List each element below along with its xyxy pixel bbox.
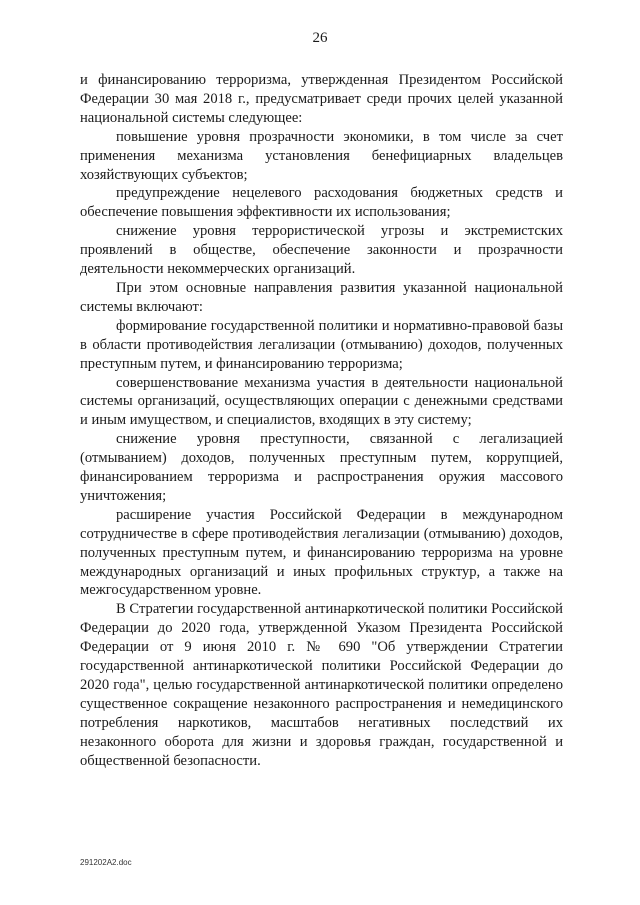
paragraph-intro: При этом основные направления развития указанной национальной системы включают:	[80, 279, 563, 315]
paragraph-list-item: предупреждение нецелевого расходования бюджетных средств и обеспечение повышения эффективности их использования;	[80, 185, 563, 221]
document-body	[80, 71, 563, 771]
paragraph-continuation: и финансированию терроризма, утвержденная Президентом Российской Федерации 30 мая 2018 г., предусматривает среди прочих целей указанной национальной системы следующее:	[80, 72, 563, 126]
page-number: 26	[312, 30, 328, 46]
paragraph-list-item: формирование государственной политики и нормативно-правовой базы в области противодействия легализации (отмыванию) доходов, полученных преступным путем, и финансированию терроризма;	[80, 317, 563, 372]
paragraph-list-item: снижение уровня преступности, связанной с легализацией (отмыванием) доходов, полученных преступным путем, коррупцией, финансированием терроризма и распространения оружия массового уничтожения;	[80, 431, 563, 504]
footer-filename: 291202A2.doc	[80, 858, 132, 867]
paragraph-list-item: повышение уровня прозрачности экономики, в том числе за счет применения механизма установления бенефициарных владельцев хозяйствующих субъектов;	[80, 128, 563, 183]
paragraph-strategy: В Стратегии государственной антинаркотической политики Российской Федерации до 2020 года, утвержденной Указом Президента Российской Федерации от 9 июня 2010 г. № 690 "Об утверждении Стратегии государственной антинаркотической политики Российской Федерации до 2020 года", целью государственной антинаркотической политики определено существенное сокращение незаконного распространения и немедицинского потребления наркотиков, масштабов негативных последствий их незаконного оборота для жизни и здоровья граждан, государственной и общественной безопасности.	[80, 601, 563, 769]
paragraph-list-item: расширение участия Российской Федерации в международном сотрудничестве в сфере противодействия легализации (отмыванию) доходов, полученных преступным путем, и финансированию терроризма на уровне международных организаций и иных профильных структур, а также на межгосударственном уровне.	[80, 506, 563, 599]
paragraph-list-item: совершенствование механизма участия в деятельности национальной системы организаций, осуществляющих операции с денежными средствами и иным имуществом, и специалистов, входящих в эту систему;	[80, 374, 563, 429]
paragraph-list-item: снижение уровня террористической угрозы и экстремистских проявлений в обществе, обеспечение законности и прозрачности деятельности некоммерческих организаций.	[80, 223, 563, 278]
